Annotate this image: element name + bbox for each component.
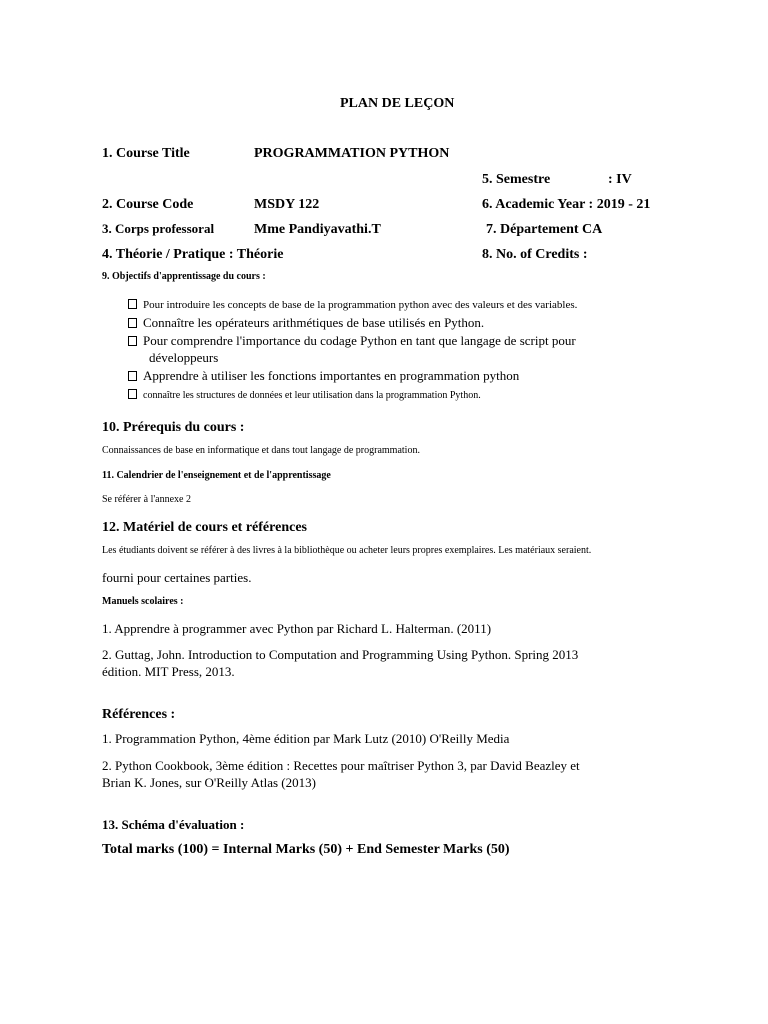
objectifs-title: 9. Objectifs d'apprentissage du cours : xyxy=(102,271,266,282)
objectif-item: Pour introduire les concepts de base de la programmation python avec des valeurs et des variables. xyxy=(128,299,577,311)
objectif-item: connaître les structures de données et leur utilisation dans la programmation Python. xyxy=(128,389,481,401)
objectif-item: Pour comprendre l'importance du codage Python en tant que langage de script pour xyxy=(128,334,576,347)
materiel-text-continued: fourni pour certaines parties. xyxy=(102,570,252,585)
objectif-item: Connaître les opérateurs arithmétiques de base utilisés en Python. xyxy=(128,316,484,329)
reference-item: 1. Programmation Python, 4ème édition par Mark Lutz (2010) O'Reilly Media xyxy=(102,731,510,746)
departement: 7. Département CA xyxy=(486,222,603,237)
evaluation-total: Total marks (100) = Internal Marks (50) + End Semester Marks (50) xyxy=(102,842,510,857)
checkbox-icon xyxy=(128,389,137,399)
manuel-item: 1. Apprendre à programmer avec Python par Richard L. Halterman. (2011) xyxy=(102,621,492,636)
reference-item: 2. Python Cookbook, 3ème édition : Recettes pour maîtriser Python 3, par David Beazley et xyxy=(102,758,580,773)
calendrier-title: 11. Calendrier de l'enseignement et de l'apprentissage xyxy=(102,470,331,481)
objectif-item: Apprendre à utiliser les fonctions importantes en programmation python xyxy=(128,369,519,382)
objectif-item-continued: développeurs xyxy=(149,350,219,365)
theorie-label: 4. Théorie / Pratique : Théorie xyxy=(102,247,284,262)
manuels-title: Manuels scolaires : xyxy=(102,596,184,607)
prerequis-text: Connaissances de base en informatique et dans tout langage de programmation. xyxy=(102,445,420,456)
references-title: Références : xyxy=(102,707,176,722)
semestre-value: : IV xyxy=(608,172,632,187)
prerequis-title: 10. Prérequis du cours : xyxy=(102,420,245,435)
materiel-text: Les étudiants doivent se référer à des livres à la bibliothèque ou acheter leurs propres exemplaires. Les matériaux seraient. xyxy=(102,545,592,556)
evaluation-title: 13. Schéma d'évaluation : xyxy=(102,817,245,832)
materiel-title: 12. Matériel de cours et références xyxy=(102,520,307,535)
manuel-item: 2. Guttag, John. Introduction to Computation and Programming Using Python. Spring 2013 xyxy=(102,647,579,662)
corps-value: Mme Pandiyavathi.T xyxy=(254,222,381,237)
checkbox-icon xyxy=(128,318,137,328)
semestre-label: 5. Semestre xyxy=(482,172,551,187)
calendrier-text: Se référer à l'annexe 2 xyxy=(102,494,191,505)
academic-year: 6. Academic Year : 2019 - 21 xyxy=(482,197,651,212)
course-code-value: MSDY 122 xyxy=(254,197,320,212)
course-title-label: 1. Course Title xyxy=(102,146,190,161)
checkbox-icon xyxy=(128,336,137,346)
page-title: PLAN DE LEÇON xyxy=(340,96,455,111)
manuel-item-continued: édition. MIT Press, 2013. xyxy=(102,664,235,679)
checkbox-icon xyxy=(128,371,137,381)
credits-label: 8. No. of Credits : xyxy=(482,247,588,262)
corps-label: 3. Corps professoral xyxy=(102,221,215,236)
course-title-value: PROGRAMMATION PYTHON xyxy=(254,146,450,161)
checkbox-icon xyxy=(128,299,137,309)
course-code-label: 2. Course Code xyxy=(102,197,194,212)
reference-item-continued: Brian K. Jones, sur O'Reilly Atlas (2013) xyxy=(102,775,316,790)
